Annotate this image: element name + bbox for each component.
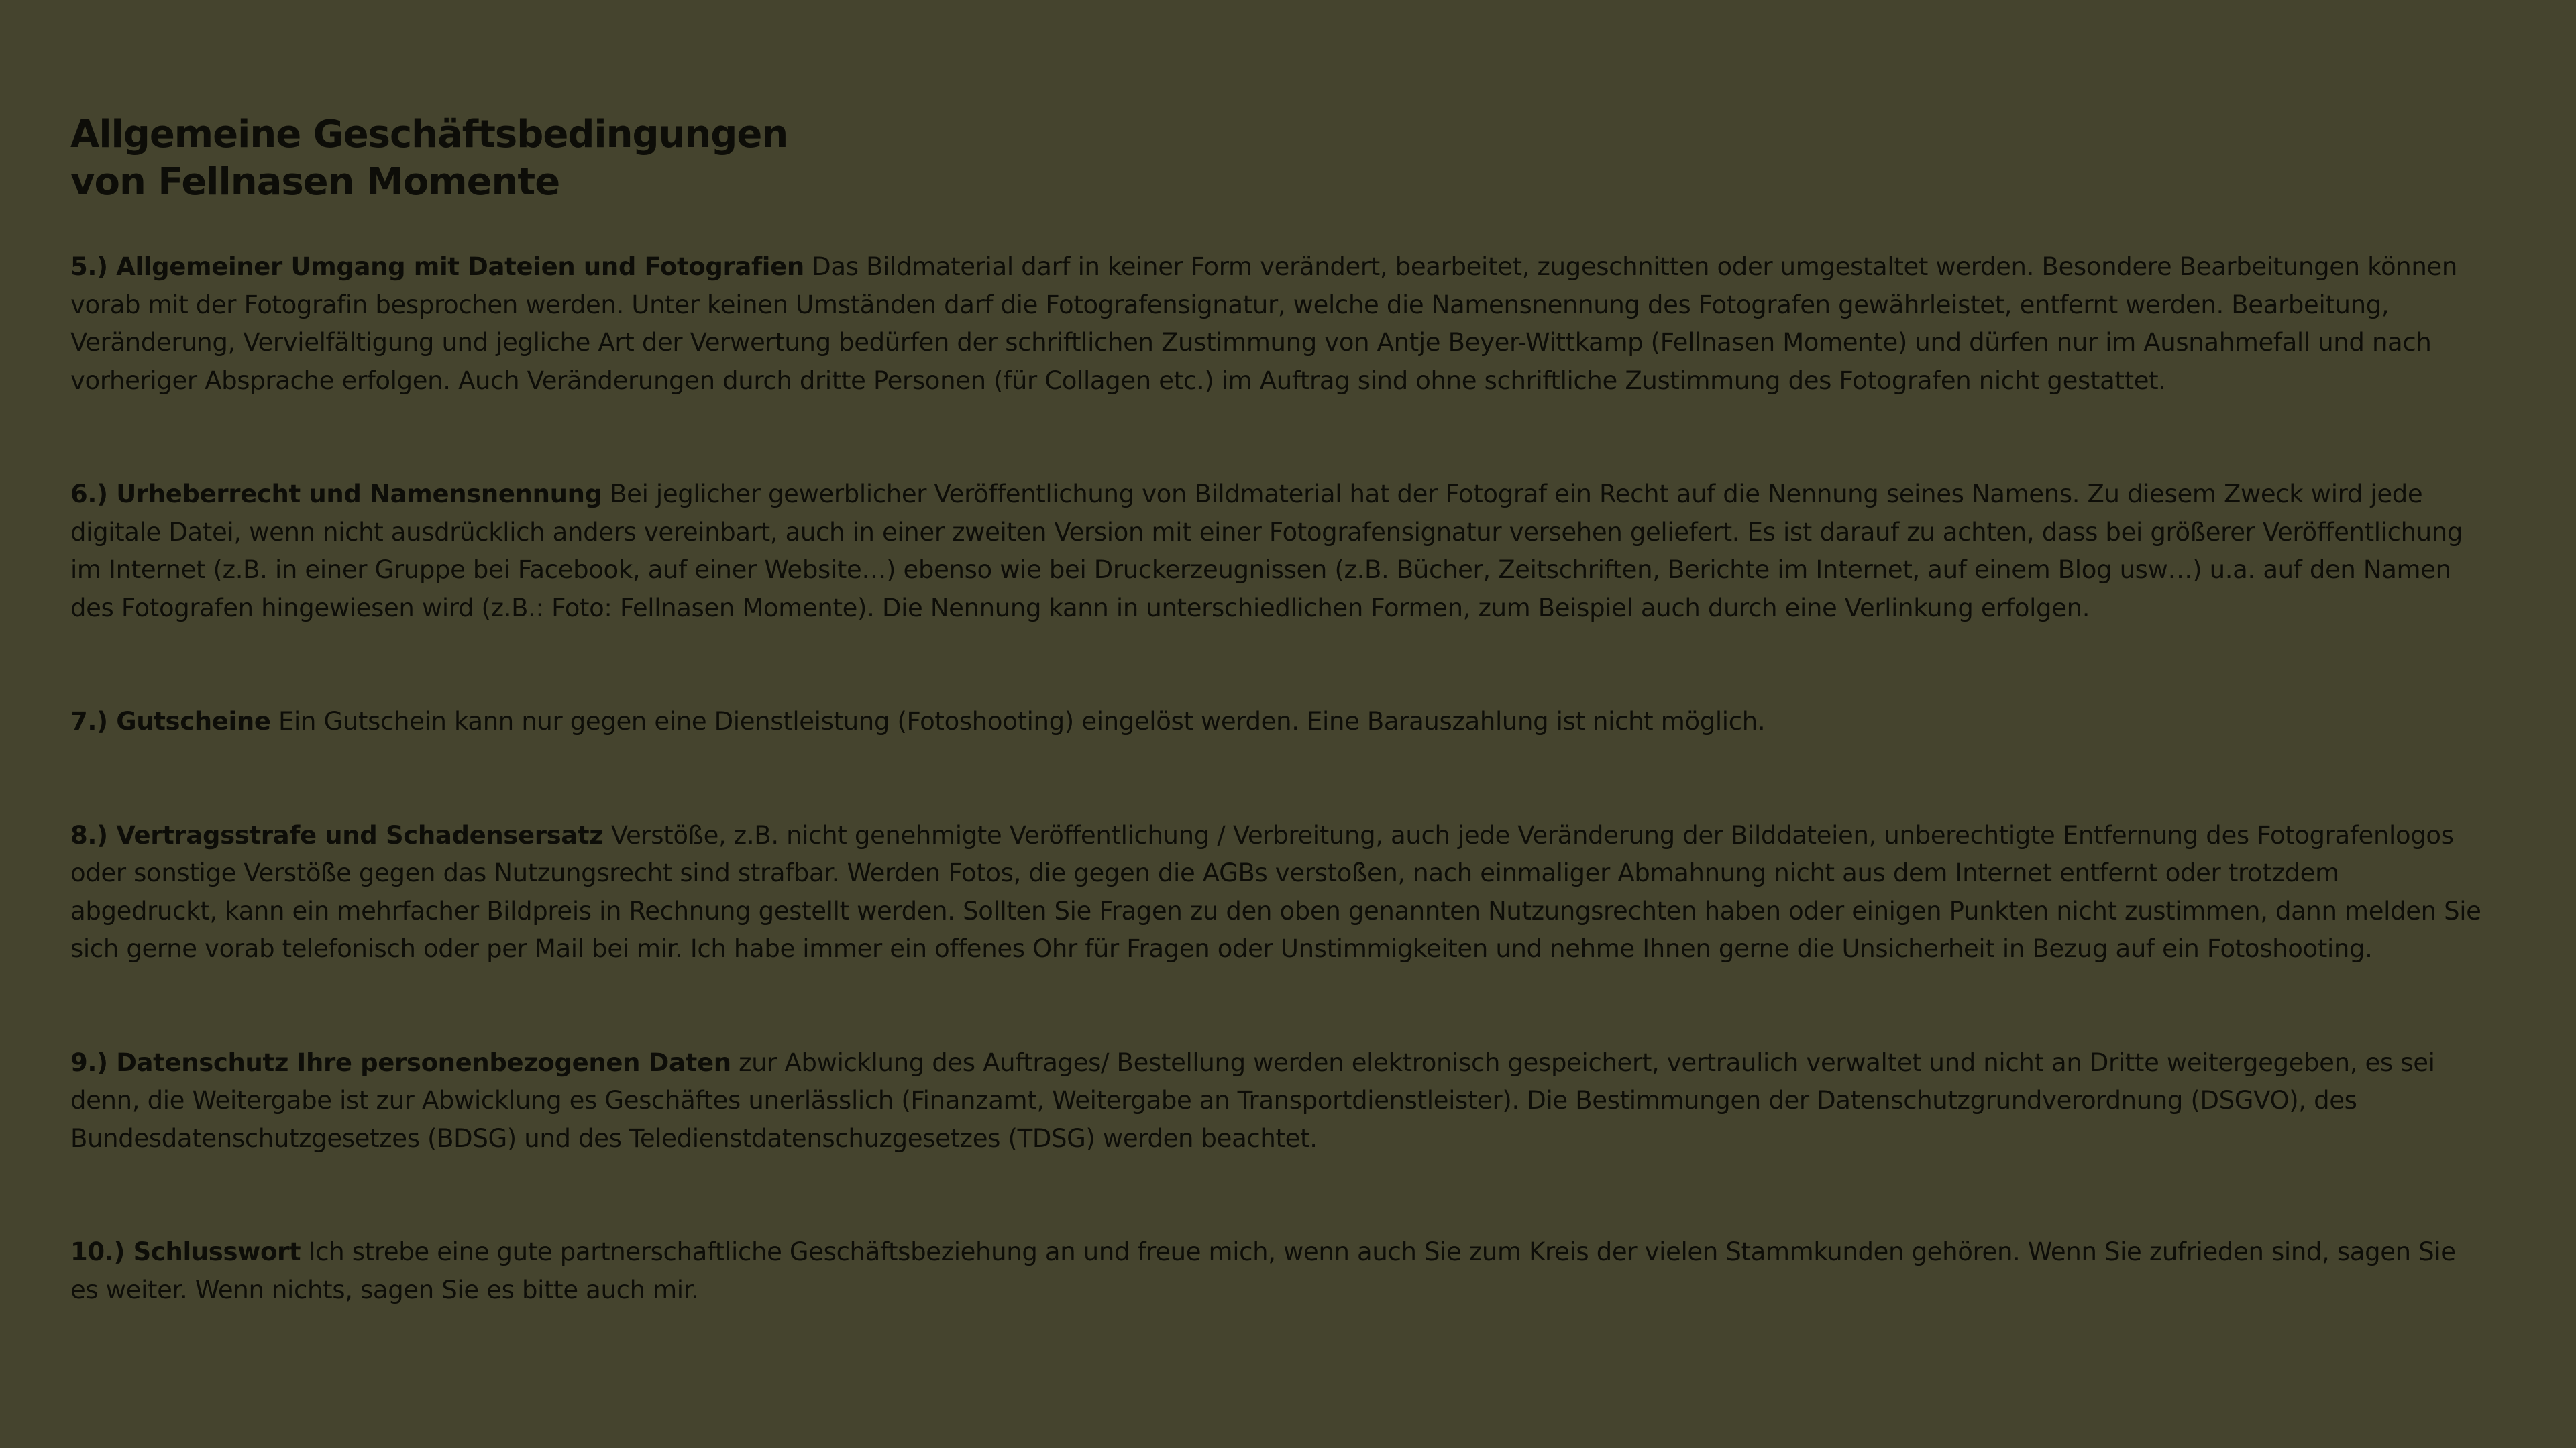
section-heading: 8.) Vertragsstrafe und Schadensersatz (70, 820, 604, 850)
section-text: Ich strebe eine gute partnerschaftliche Geschäftsbeziehung an und freue mich, wenn auch Sie zum Kreis der vielen Stammkunden gehören. Wenn Sie zufrieden sind, sagen Sie es weiter. Wenn nichts, sagen Sie es bitte auch mir. (70, 1237, 2456, 1304)
section-5-allgemeiner-umgang (70, 248, 2485, 400)
section-text: zur Abwicklung des Auftrages/ Bestellung werden elektronisch gespeichert, vertraulich verwaltet und nicht an Dritte weitergegeben, es sei denn, die Weitergabe ist zur Abwicklung es Geschäftes unerlässlich (Finanzamt, Weitergabe an Transportdienstleister). Die Bestimmungen der Datenschutzgrundverordnung (DSGVO), des Bundesdatenschutzgesetzes (BDSG) und des Teledienstdatenschuzgesetzes (TDSG) werden beachtet. (70, 1048, 2435, 1153)
section-text: Bei jeglicher gewerblicher Veröffentlichung von Bildmaterial hat der Fotograf ein Recht auf die Nennung seines Namens. Zu diesem Zweck wird jede digitale Datei, wenn nicht ausdrücklich anders vereinbart, auch in einer zweiten Version mit einer Fotografensignatur versehen geliefert. Es ist darauf zu achten, dass bei größerer Veröffentlichung im Internet (z.B. in einer Gruppe bei Facebook, auf einer Website…) ebenso wie bei Druckerzeugnissen (z.B. Bücher, Zeitschriften, Berichte im Internet, auf einem Blog usw…) u.a. auf den Namen des Fotografen hingewiesen wird (z.B.: Foto: Fellnasen Momente). Die Nennung kann in unterschiedlichen Formen, zum Beispiel auch durch eine Verlinkung erfolgen. (70, 480, 2463, 622)
section-6-urheberrecht (70, 476, 2485, 627)
section-heading: 10.) Schlusswort (70, 1237, 301, 1266)
section-heading: 6.) Urheberrecht und Namensnennung (70, 480, 602, 508)
page-title-line-1: Allgemeine Geschäftsbedingungen (70, 113, 788, 156)
sections-list (70, 248, 2485, 1309)
page-title (70, 111, 2485, 206)
section-8-vertragsstrafe (70, 817, 2485, 968)
section-7-gutscheine (70, 703, 2485, 741)
page-title-line-2: von Fellnasen Momente (70, 160, 560, 204)
section-text: Das Bildmaterial darf in keiner Form verändert, bearbeitet, zugeschnitten oder umgestaltet werden. Besondere Bearbeitungen können vorab mit der Fotografin besprochen werden. Unter keinen Umständen darf die Fotografensignatur, welche die Namensnennung des Fotografen gewährleistet, entfernt werden. Bearbeitung, Veränderung, Vervielfältigung und jegliche Art der Verwertung bedürfen der schriftlichen Zustimmung von Antje Beyer-Wittkamp (Fellnasen Momente) und dürfen nur im Ausnahmefall und nach vorheriger Absprache erfolgen. Auch Veränderungen durch dritte Personen (für Collagen etc.) im Auftrag sind ohne schriftliche Zustimmung des Fotografen nicht gestattet. (70, 252, 2457, 395)
section-heading: 7.) Gutscheine (70, 707, 271, 736)
section-heading: 5.) Allgemeiner Umgang mit Dateien und Fotografien (70, 252, 804, 281)
agb-document (70, 111, 2485, 1385)
section-heading: 9.) Datenschutz Ihre personenbezogenen Daten (70, 1048, 731, 1077)
section-text: Verstöße, z.B. nicht genehmigte Veröffentlichung / Verbreitung, auch jede Veränderung der Bilddateien, unberechtigte Entfernung des Fotografenlogos oder sonstige Verstöße gegen das Nutzungsrecht sind strafbar. Werden Fotos, die gegen die AGBs verstoßen, nach einmaliger Abmahnung nicht aus dem Internet entfernt oder trotzdem abgedruckt, kann ein mehrfacher Bildpreis in Rechnung gestellt werden. Sollten Sie Fragen zu den oben genannten Nutzungsrechten haben oder einigen Punkten nicht zustimmen, dann melden Sie sich gerne vorab telefonisch oder per Mail bei mir. Ich habe immer ein offenes Ohr für Fragen oder Unstimmigkeiten und nehme Ihnen gerne die Unsicherheit in Bezug auf ein Fotoshooting. (70, 820, 2481, 963)
section-10-schlusswort (70, 1233, 2485, 1309)
section-text: Ein Gutschein kann nur gegen eine Dienstleistung (Fotoshooting) eingelöst werden. Eine Barauszahlung ist nicht möglich. (278, 707, 1766, 736)
section-9-datenschutz (70, 1044, 2485, 1158)
